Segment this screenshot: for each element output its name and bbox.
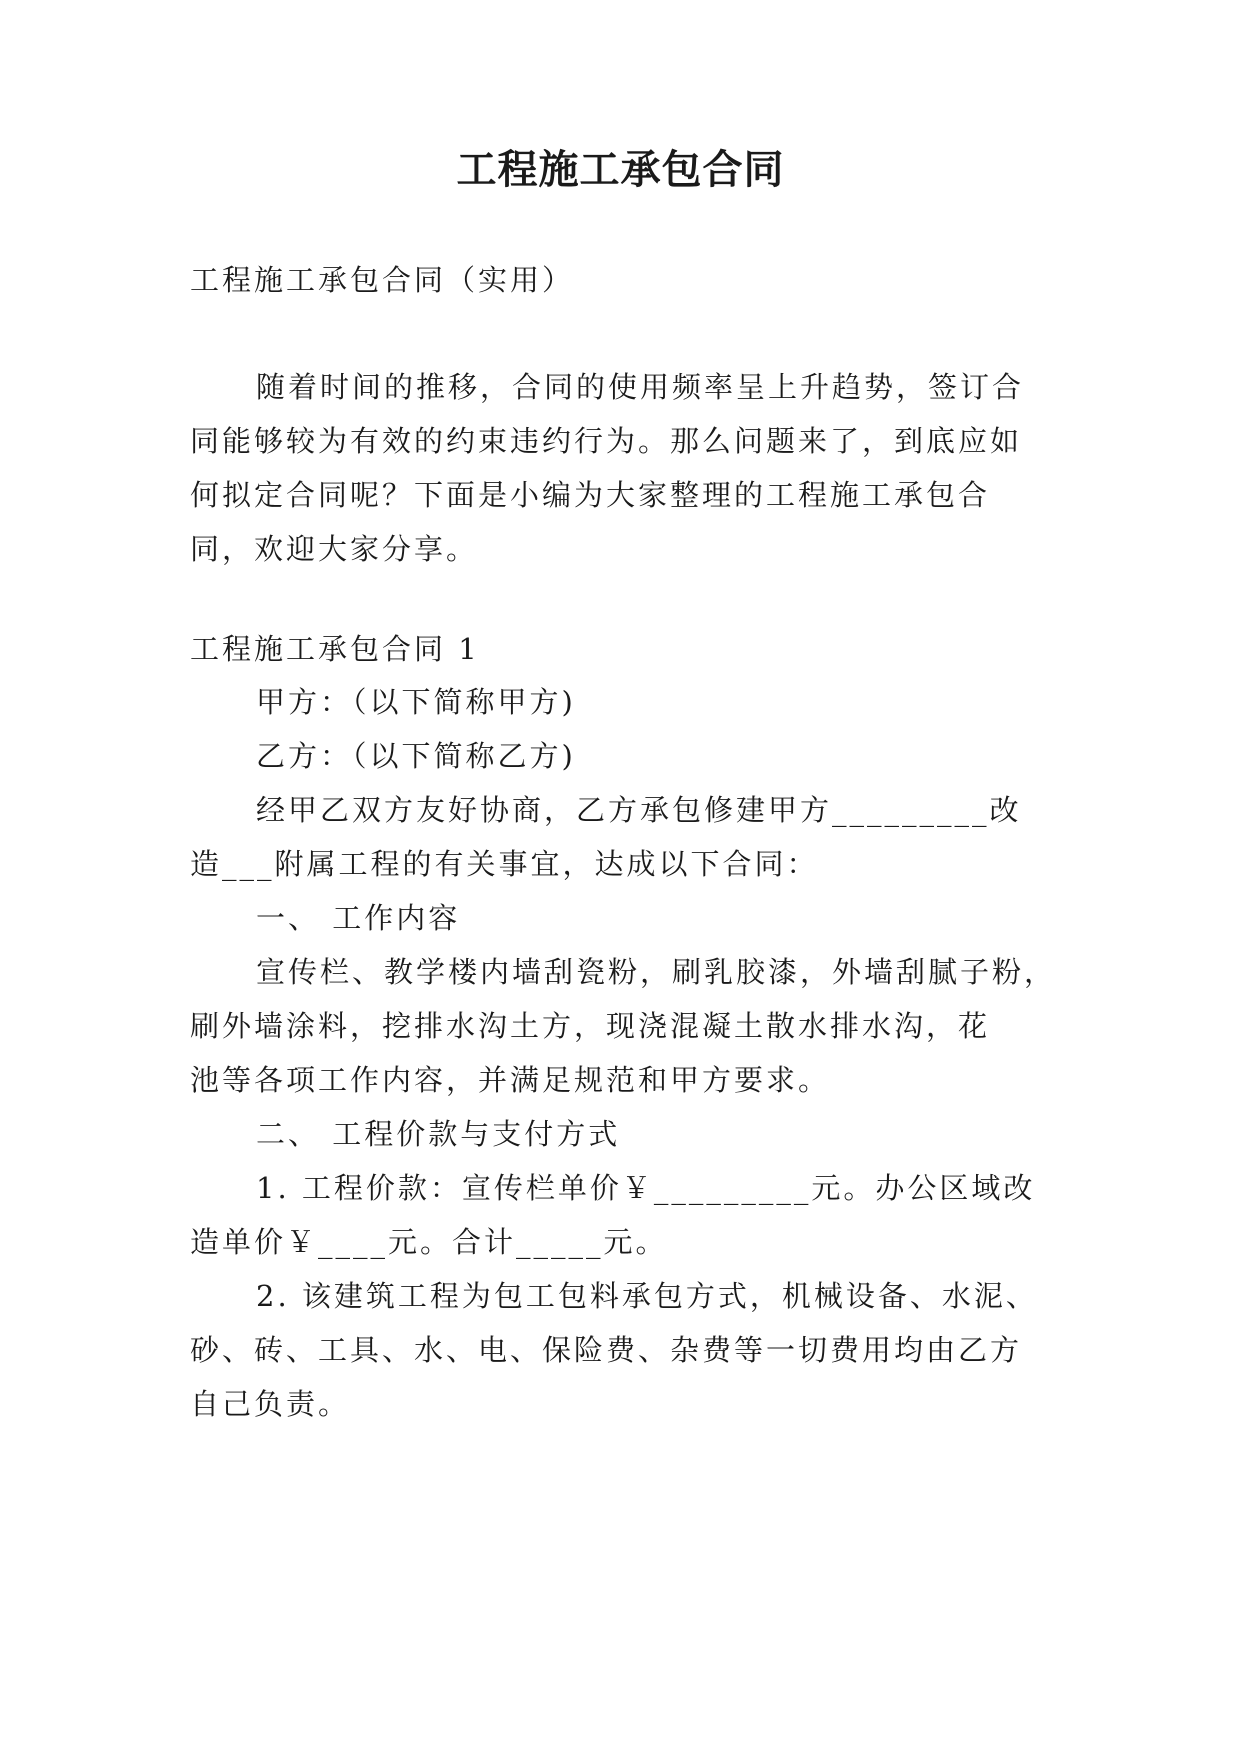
document-subtitle: 工程施工承包合同（实用） (190, 263, 575, 297)
intro-line-3: 何拟定合同呢？下面是小编为大家整理的工程施工承包合 (190, 478, 991, 512)
intro-line-4: 同，欢迎大家分享。 (190, 532, 479, 566)
clause2-item2-line-2: 砂、砖、工具、水、电、保险费、杂费等一切费用均由乙方 (190, 1333, 1023, 1367)
agreement-line-2: 造___附属工程的有关事宜，达成以下合同： (190, 847, 819, 881)
clause2-heading: 二、 工程价款与支付方式 (256, 1117, 621, 1151)
agreement-line-1: 经甲乙双方友好协商，乙方承包修建甲方_________改 (256, 793, 1022, 827)
section-heading: 工程施工承包合同 1 (190, 632, 480, 666)
clause1-line-2: 刷外墙涂料，挖排水沟土方，现浇混凝土散水排水沟，花 (190, 1009, 991, 1043)
clause2-item1-line-1: 1. 工程价款：宣传栏单价￥_________元。办公区域改 (256, 1171, 1036, 1205)
party-a: 甲方：（以下简称甲方) (256, 685, 576, 719)
clause2-item2-line-1: 2. 该建筑工程为包工包料承包方式，机械设备、水泥、 (256, 1279, 1038, 1313)
intro-line-1: 随着时间的推移，合同的使用频率呈上升趋势，签订合 (256, 370, 1025, 404)
intro-line-2: 同能够较为有效的约束违约行为。那么问题来了，到底应如 (190, 424, 1023, 458)
clause2-item2-line-3: 自己负责。 (190, 1387, 351, 1421)
clause1-line-1: 宣传栏、教学楼内墙刮瓷粉，刷乳胶漆，外墙刮腻子粉， (256, 955, 1057, 989)
clause1-line-3: 池等各项工作内容，并满足规范和甲方要求。 (190, 1063, 831, 1097)
clause2-item1-line-2: 造单价￥____元。合计_____元。 (190, 1225, 668, 1259)
clause1-heading: 一、 工作内容 (256, 901, 461, 935)
document-title: 工程施工承包合同 (456, 146, 785, 193)
party-b: 乙方：（以下简称乙方) (256, 739, 576, 773)
